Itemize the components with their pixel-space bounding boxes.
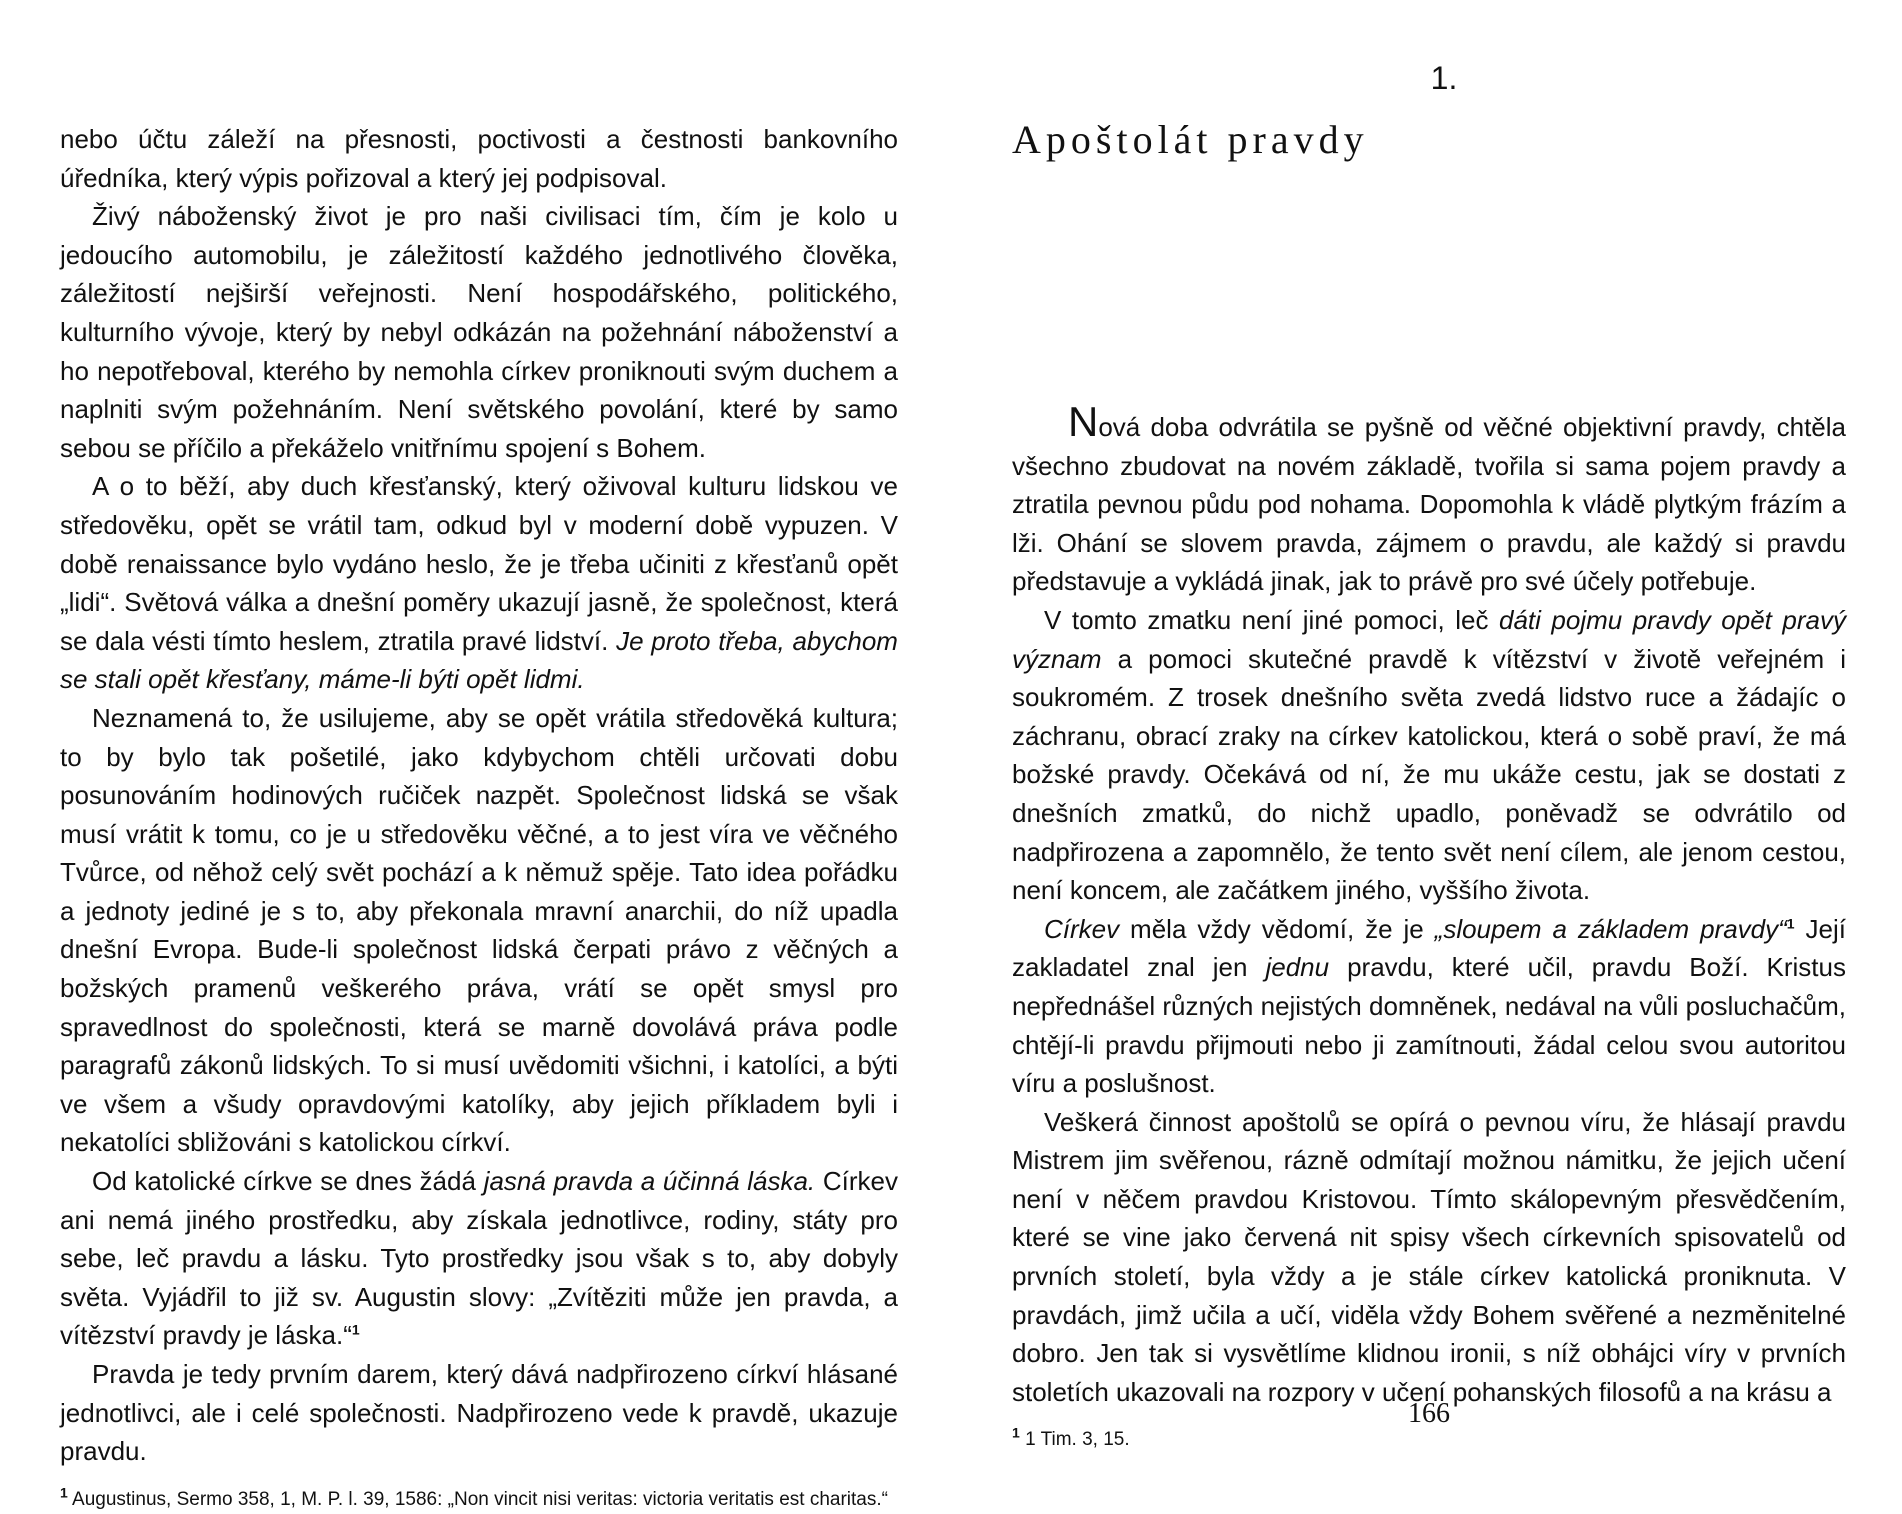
paragraph-text: Od katolické církve se dnes žádá [92,1166,476,1197]
chapter-number: 1. [1430,60,1458,96]
paragraph: Nová doba odvrátila se pyšně od věčné objektivní pravdy, chtěla všechno zbudovat na novém základě, tvořila si sama pojem pravdy a ztratila pevnou půdu pod nohama. Dopomohla k vládě plytkým frázím a lži. Ohání se slovem pravda, zájmem o pravdu, ale každý si pravdu představuje a vykládá jinak, jak to právě pro své účely potřebuje. [1012,398,1846,597]
paragraph-text: Její zakladatel znal jen [1012,913,1846,983]
footnote [60,1485,898,1514]
paragraph [60,197,898,467]
chapter-body [1012,163,1846,1454]
paragraph [60,1162,898,1355]
footnote-text: 1 Tim. 3, 15. [1025,1429,1130,1451]
paragraph-text: Veškerá činnost apoštolů se opírá o pevnou víru, že hlásají pravdu Mistrem jim svěřenou, rázně odmítají možnou námitku, že jejich učení není v něčem pravdou Kristovou. Tímto skálopevným přesvědčením, které se vine jako červená nit spisy všech církevních spisovatelů od prvních století, byla vždy a je stále církev katolická proniknuta. V pravdách, jimž učila a učí, viděla vždy Bohem svěřené a nezměnitelné dobro. Jen tak si vysvětlíme klidnou ironii, s níž obhájci víry v prvních stoletích ukazovali na rozpory v učení pohanských filosofů a na krásu a [1012,1106,1846,1407]
footnote-mark: 1 [60,1484,68,1501]
paragraph-text: A o to běží, aby duch křesťanský, který oživoval kulturu lidskou ve středověku, opět se vrátil tam, odkud byl v moderní době vypuzen. V době renaissance bylo vydáno heslo, že je třeba učiniti z křesťanů opět „lidi“. Světová válka a dnešní poměry ukazují jasně, že společnost, která se dala vésti tímto heslem, ztratila pravé lidství. [60,471,898,656]
emphasis-text: Církev [1044,913,1120,944]
footnote-ref: 1 [1786,915,1795,932]
paragraph-text: a pomoci skutečné pravdě k vítězství v životě veřejném i soukromém. Z trosek dnešního světa zvedá lidstvo ruce a žádajíc o záchranu, obrací zraky na církev katolickou, která o sobě praví, že má božské pravdy. Očekává od ní, že mu ukáže cestu, jak se dostati z dnešních zmatků, do nichž upadlo, poněvadž se odvrátilo od nadpřirozena a zapomnělo, že tento svět není cílem, ale jenom cestou, není koncem, ale začátkem jiného, vyššího života. [1012,643,1846,906]
footnote-text: Augustinus, Sermo 358, 1, M. P. l. 39, 1586: „Non vincit nisi veritas: victoria veritatis est charitas.“ [72,1488,888,1510]
emphasis-text: jednu [1265,952,1330,983]
footnote-mark: 1 [1012,1425,1020,1442]
paragraph [1012,910,1846,1103]
footnote-ref: 1 [351,1321,360,1338]
footnotes [60,1485,898,1514]
paragraph [60,0,898,197]
paragraph [1012,601,1846,910]
emphasis-text: Je proto třeba, abychom se stali opět křesťany, máme-li býti opět lidmi. [60,625,898,695]
paragraph-text: pravdu, které učil, pravdu Boží. Kristus nepřednášel různých nejistých domněnek, nedával na vůli posluchačům, chtějí-li pravdu přijmouti nebo ji zamítnouti, žádal celou svou autoritou víru a poslušnost. [1012,952,1846,1099]
paragraph-text: Neznamená to, že usilujeme, aby se opět vrátila středověká kultura; to by bylo tak pošetilé, jako kdybychom chtěli určovati dobu posunováním hodinových ručiček nazpět. Společnost lidská se však musí vrátit k tomu, co je u středověku věčné, a to jest víra ve věčného Tvůrce, od něhož celý svět pochází a k němuž spěje. Tato idea pořádku a jednoty jediné je s to, aby překonala mravní anarchii, do níž upadla dnešní Evropa. Bude-li společnost lidská čerpati právo z věčných a božských pramenů veškerého práva, vrátí se opět smysl pro spravedlnost do společnosti, která se marně dovolává práva podle paragrafů zákonů lidských. To si musí uvědomiti všichni, i katolíci, a býti ve všem a všudy opravdovými katolíky, aby jejich příkladem byli i nekatolíci sbližováni s katolickou církví. [60,702,898,1158]
emphasis-text: jasná pravda a účinná láska. [483,1166,816,1197]
page-number: 166 [1408,1398,1450,1429]
paragraph-text: Živý náboženský život je pro naši civilisaci tím, čím je kolo u jedoucího automobilu, je záležitostí každého jednotlivého člověka, záležitostí nejširší veřejnosti. Není hospodářského, politického, kulturního vývoje, který by nebyl odkázán na požehnání náboženství a ho nepotřeboval, kterého by nemohla církev proniknouti svým duchem a naplniti svým požehnáním. Není světského povolání, které by samo sebou se příčilo a překáželo vnitřnímu spojení s Bohem. [60,201,898,463]
paragraph [60,699,898,1162]
emphasis-text: „sloupem a základem pravdy“ [1434,913,1787,944]
right-page [1012,0,1846,1500]
paragraph [1012,1103,1846,1412]
paragraph [60,1355,898,1471]
left-page [60,0,898,1510]
emphasis-text: dáti pojmu pravdy opět pravý význam [1012,604,1846,674]
paragraph-text: měla vždy vědomí, že je [1130,913,1424,944]
paragraph-text: V tomto zmatku není jiné pomoci, leč [1044,604,1489,635]
chapter-title: Apoštolát pravdy [1012,117,1369,162]
paragraph-text: Pravda je tedy prvním darem, který dává nadpřirozeno církví hlásané jednotlivci, ale i celé společnosti. Nadpřirozeno vede k pravdě, ukazuje pravdu. [60,1359,898,1467]
paragraph-text: nebo účtu záleží na přesnosti, poctivosti a čestnosti bankovního úředníka, který výpis pořizoval a který jej podpisoval. [60,124,898,193]
paragraph [60,467,898,699]
paragraph-text: Církev ani nemá jiného prostředku, aby získala jednotlivce, rodiny, státy pro sebe, leč pravdu a lásku. Tyto prostředky jsou však s to, aby dobyly světa. Vyjádřil to již sv. Augustin slovy: „Zvítěziti může jen pravda, a vítězství pravdy je láska.“ [60,1166,898,1351]
